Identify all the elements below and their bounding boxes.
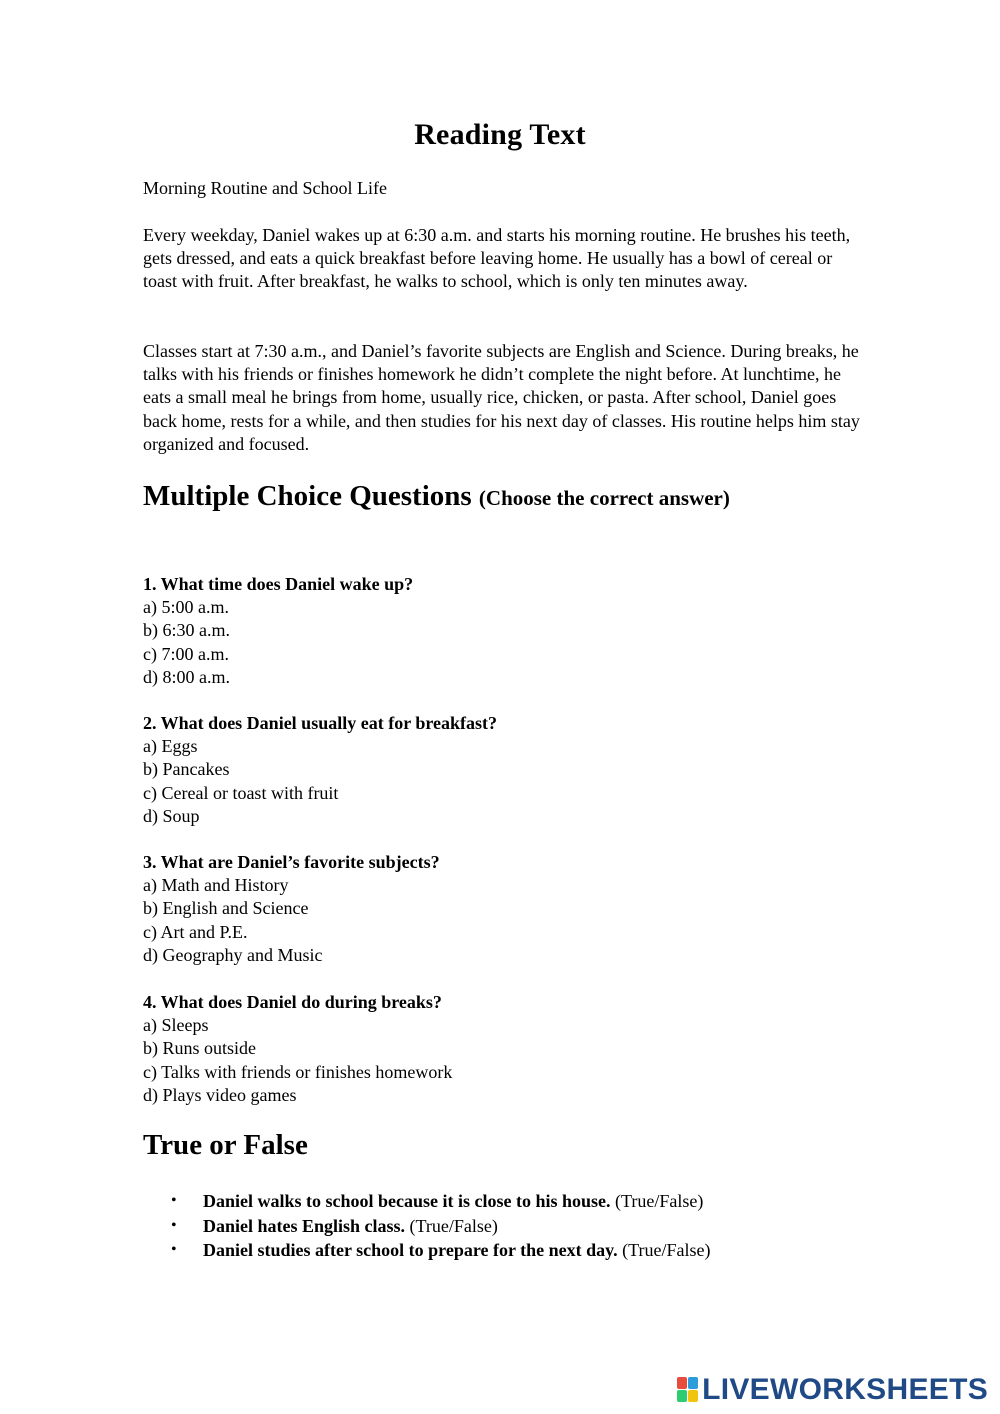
true-false-heading: True or False — [143, 1129, 308, 1161]
answer-option[interactable]: c) 7:00 a.m. — [143, 643, 229, 664]
true-false-statement: Daniel studies after school to prepare for the next day. — [203, 1240, 618, 1260]
true-false-hint: (True/False) — [409, 1215, 498, 1236]
bullet-icon: • — [171, 1241, 177, 1258]
logo-blocks-icon — [677, 1377, 699, 1403]
page-title: Reading Text — [414, 118, 586, 151]
reading-paragraph-2: Classes start at 7:30 a.m., and Daniel’s favorite subjects are English and Science. During breaks, he talks with his friends or finishes homework he didn’t complete the night before. At lunchtime, he eats a small meal he brings from home, usually rice, chicken, or pasta. After school, Daniel goes back home, rests for a while, and then studies for his next day of classes. His routine helps him stay organized and focused. — [143, 341, 860, 454]
question-text: 3. What are Daniel’s favorite subjects? — [143, 852, 440, 872]
true-false-hint: (True/False) — [615, 1191, 704, 1211]
question-2 — [143, 712, 497, 828]
bullet-icon: • — [171, 1216, 177, 1234]
answer-option[interactable]: a) Sleeps — [143, 1015, 209, 1036]
question-1 — [143, 573, 413, 689]
multiple-choice-heading — [143, 481, 730, 513]
question-3 — [143, 851, 440, 967]
true-false-statement: Daniel walks to school because it is close to his house. — [203, 1191, 611, 1211]
answer-option[interactable]: a) Math and History — [143, 875, 289, 896]
true-false-item[interactable] — [143, 1238, 711, 1263]
question-text: 2. What does Daniel usually eat for breakfast? — [143, 713, 498, 733]
answer-option[interactable]: b) 6:30 a.m. — [143, 620, 230, 641]
logo-block-green — [677, 1390, 687, 1402]
logo-block-yellow — [688, 1390, 698, 1402]
logo-block-red — [677, 1377, 687, 1389]
true-false-hint: (True/False) — [622, 1240, 711, 1260]
answer-option[interactable]: b) English and Science — [143, 898, 309, 919]
answer-option[interactable]: b) Pancakes — [143, 759, 230, 780]
answer-option[interactable]: a) Eggs — [143, 736, 198, 757]
answer-option[interactable]: d) Plays video games — [143, 1084, 297, 1105]
true-false-item[interactable] — [143, 1189, 711, 1214]
reading-subtitle: Morning Routine and School Life — [143, 178, 387, 198]
reading-paragraph-1: Every weekday, Daniel wakes up at 6:30 a.m. and starts his morning routine. He brushes his teeth, gets dressed, and eats a quick breakfast before leaving home. He usually has a bowl of cereal or toast with fruit. After breakfast, he walks to school, which is only ten minutes away. — [143, 225, 851, 292]
answer-option[interactable]: d) Geography and Music — [143, 944, 323, 965]
answer-option[interactable]: c) Art and P.E. — [143, 921, 248, 942]
question-text: 1. What time does Daniel wake up? — [143, 574, 414, 594]
answer-option[interactable]: b) Runs outside — [143, 1038, 257, 1059]
multiple-choice-instruction: (Choose the correct answer) — [478, 486, 730, 510]
true-false-statement: Daniel hates English class. — [203, 1215, 406, 1236]
question-text: 4. What does Daniel do during breaks? — [143, 992, 442, 1012]
logo-block-blue — [688, 1377, 698, 1389]
question-4 — [143, 991, 452, 1107]
multiple-choice-title: Multiple Choice Questions — [143, 480, 472, 512]
answer-option[interactable]: d) 8:00 a.m. — [143, 666, 230, 687]
answer-option[interactable]: d) Soup — [143, 805, 200, 826]
bullet-icon: • — [171, 1192, 177, 1209]
answer-option[interactable]: a) 5:00 a.m. — [143, 597, 229, 618]
true-false-item[interactable] — [143, 1214, 711, 1239]
liveworksheets-logo — [677, 1374, 988, 1406]
logo-text: LIVEWORKSHEETS — [702, 1373, 988, 1406]
answer-option[interactable]: c) Cereal or toast with fruit — [143, 782, 339, 803]
answer-option[interactable]: c) Talks with friends or finishes homework — [143, 1061, 453, 1082]
true-false-list — [143, 1189, 711, 1263]
